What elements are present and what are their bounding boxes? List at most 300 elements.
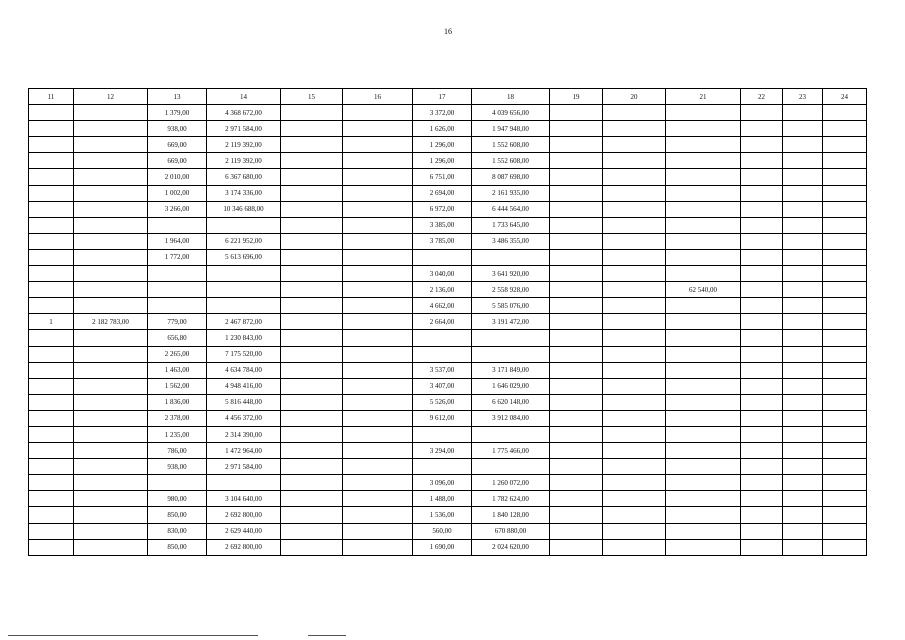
table-cell — [550, 362, 603, 378]
table-row — [29, 298, 867, 314]
table-cell — [783, 491, 823, 507]
table-cell: 938,00 — [148, 121, 207, 137]
table-cell — [413, 346, 472, 362]
table-cell: 3 266,00 — [148, 201, 207, 217]
table-cell — [550, 233, 603, 249]
table-cell — [343, 426, 413, 442]
table-cell: 2 467 872,00 — [207, 314, 281, 330]
table-cell — [550, 410, 603, 426]
table-cell: 779,00 — [148, 314, 207, 330]
table-cell — [29, 249, 74, 265]
table-cell: 2 558 928,00 — [472, 282, 550, 298]
table-cell — [29, 298, 74, 314]
table-cell — [741, 426, 783, 442]
table-cell — [783, 249, 823, 265]
table-cell — [550, 185, 603, 201]
table-cell — [603, 362, 666, 378]
table-cell — [741, 475, 783, 491]
table-row — [29, 282, 867, 298]
table-cell — [550, 266, 603, 282]
table-cell — [29, 330, 74, 346]
table-cell — [603, 523, 666, 539]
table-cell — [343, 233, 413, 249]
table-cell — [74, 298, 148, 314]
table-cell — [741, 539, 783, 555]
table-cell — [666, 217, 741, 233]
table-cell — [550, 523, 603, 539]
page-number: 16 — [444, 27, 452, 36]
table-row — [29, 266, 867, 282]
table-cell: 669,00 — [148, 137, 207, 153]
table-row — [29, 233, 867, 249]
table-cell — [603, 426, 666, 442]
table-cell — [74, 137, 148, 153]
table-cell — [666, 105, 741, 121]
table-cell — [472, 459, 550, 475]
table-cell — [550, 153, 603, 169]
table-cell — [823, 298, 867, 314]
table-cell: 2 119 392,00 — [207, 137, 281, 153]
table-cell — [281, 507, 343, 523]
table-cell — [550, 314, 603, 330]
table-cell — [550, 539, 603, 555]
table-cell — [823, 475, 867, 491]
table-cell — [29, 266, 74, 282]
table-cell — [666, 475, 741, 491]
table-cell — [29, 105, 74, 121]
table-cell: 2 024 620,00 — [472, 539, 550, 555]
table-cell — [74, 169, 148, 185]
table-cell — [74, 507, 148, 523]
table-cell — [783, 266, 823, 282]
table-cell — [823, 105, 867, 121]
table-cell: 2 971 584,00 — [207, 459, 281, 475]
header-cell: 13 — [148, 89, 207, 105]
table-cell: 2 664,00 — [413, 314, 472, 330]
table-cell — [603, 201, 666, 217]
table-cell: 7 175 520,00 — [207, 346, 281, 362]
table-cell — [74, 362, 148, 378]
table-cell — [207, 475, 281, 491]
table-cell — [603, 491, 666, 507]
table-cell: 4 368 672,00 — [207, 105, 281, 121]
table-cell — [74, 153, 148, 169]
table-cell — [783, 137, 823, 153]
table-cell — [823, 330, 867, 346]
table-cell — [343, 153, 413, 169]
table-cell — [666, 443, 741, 459]
table-row — [29, 539, 867, 555]
table-cell — [281, 314, 343, 330]
table-cell — [74, 330, 148, 346]
header-cell: 24 — [823, 89, 867, 105]
table-cell — [666, 233, 741, 249]
table-cell — [148, 266, 207, 282]
table-cell — [823, 507, 867, 523]
table-cell — [29, 169, 74, 185]
table-cell — [666, 378, 741, 394]
table-cell — [281, 105, 343, 121]
table-cell — [603, 507, 666, 523]
table-cell — [741, 217, 783, 233]
table-cell — [603, 298, 666, 314]
table-cell: 2 314 390,00 — [207, 426, 281, 442]
table-cell — [823, 121, 867, 137]
table-cell — [823, 459, 867, 475]
table-row — [29, 475, 867, 491]
table-cell: 2 010,00 — [148, 169, 207, 185]
table-cell — [29, 539, 74, 555]
table-cell — [550, 217, 603, 233]
table-cell — [343, 217, 413, 233]
table-cell: 2 182 783,00 — [74, 314, 148, 330]
table-cell — [343, 475, 413, 491]
table-cell: 3 191 472,00 — [472, 314, 550, 330]
table-cell: 938,00 — [148, 459, 207, 475]
table-cell: 1 463,00 — [148, 362, 207, 378]
table-cell — [741, 185, 783, 201]
table-cell: 1 772,00 — [148, 249, 207, 265]
table-cell: 560,00 — [413, 523, 472, 539]
table-cell — [666, 330, 741, 346]
table-row — [29, 314, 867, 330]
table-cell — [666, 121, 741, 137]
table-cell: 1 536,00 — [413, 507, 472, 523]
table-cell — [741, 443, 783, 459]
table-cell: 3 372,00 — [413, 105, 472, 121]
table-cell — [783, 121, 823, 137]
table-cell — [783, 346, 823, 362]
table-cell — [783, 233, 823, 249]
table-cell — [281, 523, 343, 539]
table-cell — [29, 507, 74, 523]
table-cell — [741, 105, 783, 121]
table-cell: 1 552 608,00 — [472, 137, 550, 153]
table-cell — [74, 394, 148, 410]
table-cell — [603, 459, 666, 475]
table-cell: 62 540,00 — [666, 282, 741, 298]
table-cell — [281, 233, 343, 249]
table-cell — [741, 266, 783, 282]
table-row — [29, 121, 867, 137]
header-cell: 14 — [207, 89, 281, 105]
table-cell — [823, 201, 867, 217]
table-cell — [148, 298, 207, 314]
table-cell — [550, 507, 603, 523]
table-cell: 1 733 645,00 — [472, 217, 550, 233]
table-cell — [74, 249, 148, 265]
table-cell — [74, 410, 148, 426]
table-cell — [823, 233, 867, 249]
header-cell: 20 — [603, 89, 666, 105]
table-cell — [343, 378, 413, 394]
table-row — [29, 394, 867, 410]
table-cell — [343, 169, 413, 185]
table-cell — [603, 394, 666, 410]
table-cell — [666, 298, 741, 314]
table-cell — [783, 362, 823, 378]
table-cell — [550, 346, 603, 362]
table-cell — [550, 282, 603, 298]
table-cell — [343, 362, 413, 378]
table-cell: 6 620 148,00 — [472, 394, 550, 410]
table-cell — [148, 282, 207, 298]
table-cell — [550, 475, 603, 491]
table-cell — [413, 459, 472, 475]
table-cell — [666, 153, 741, 169]
table-cell — [603, 169, 666, 185]
table-cell — [343, 266, 413, 282]
table-cell — [741, 459, 783, 475]
table-cell — [823, 491, 867, 507]
table-cell — [281, 121, 343, 137]
footer-rule-right — [308, 635, 346, 636]
table-cell — [666, 169, 741, 185]
table-cell: 4 662,00 — [413, 298, 472, 314]
table-cell: 2 119 392,00 — [207, 153, 281, 169]
table-cell — [148, 475, 207, 491]
table-cell — [29, 491, 74, 507]
table-cell — [343, 249, 413, 265]
table-cell — [343, 523, 413, 539]
table-cell — [666, 491, 741, 507]
table-cell — [603, 266, 666, 282]
table-cell — [603, 410, 666, 426]
table-cell — [550, 378, 603, 394]
table-cell — [603, 282, 666, 298]
table-cell: 9 612,00 — [413, 410, 472, 426]
table-row — [29, 443, 867, 459]
table-cell — [343, 394, 413, 410]
table-cell — [741, 153, 783, 169]
table-cell — [74, 201, 148, 217]
table-cell — [741, 121, 783, 137]
table-cell: 1 836,00 — [148, 394, 207, 410]
table-cell — [343, 137, 413, 153]
table-cell — [783, 153, 823, 169]
table-cell — [281, 426, 343, 442]
table-cell — [823, 217, 867, 233]
table-cell — [603, 314, 666, 330]
header-cell: 12 — [74, 89, 148, 105]
table-cell — [207, 217, 281, 233]
table-cell — [281, 443, 343, 459]
table-cell — [74, 426, 148, 442]
table-cell — [783, 507, 823, 523]
table-cell — [783, 426, 823, 442]
table-cell — [74, 346, 148, 362]
table-cell — [472, 330, 550, 346]
table-cell — [472, 249, 550, 265]
table-row — [29, 153, 867, 169]
table-cell — [550, 201, 603, 217]
table-cell — [29, 153, 74, 169]
table-cell — [823, 137, 867, 153]
table-cell — [413, 249, 472, 265]
table-cell — [74, 233, 148, 249]
table-row — [29, 346, 867, 362]
table-row — [29, 410, 867, 426]
table-cell — [666, 314, 741, 330]
table-cell — [281, 249, 343, 265]
table-cell — [472, 346, 550, 362]
table-row — [29, 426, 867, 442]
table-cell — [281, 491, 343, 507]
table-cell — [603, 539, 666, 555]
table-cell — [343, 443, 413, 459]
table-cell: 1 379,00 — [148, 105, 207, 121]
table-cell — [550, 169, 603, 185]
table-cell: 2 694,00 — [413, 185, 472, 201]
table-cell — [29, 217, 74, 233]
table-cell — [823, 314, 867, 330]
table-cell — [603, 153, 666, 169]
table-row — [29, 201, 867, 217]
table-cell — [74, 378, 148, 394]
table-cell: 2 378,00 — [148, 410, 207, 426]
table-cell: 850,00 — [148, 507, 207, 523]
table-cell — [741, 378, 783, 394]
table-row — [29, 330, 867, 346]
table-cell — [783, 169, 823, 185]
table-cell — [281, 410, 343, 426]
table-cell — [343, 105, 413, 121]
table-row — [29, 378, 867, 394]
table-cell — [666, 362, 741, 378]
table-cell — [550, 298, 603, 314]
table-cell: 6 972,00 — [413, 201, 472, 217]
table-cell — [823, 362, 867, 378]
table-cell — [29, 137, 74, 153]
table-cell — [783, 185, 823, 201]
table-cell — [472, 426, 550, 442]
table-cell — [603, 346, 666, 362]
header-cell: 23 — [783, 89, 823, 105]
header-cell: 16 — [343, 89, 413, 105]
table-cell: 3 486 355,00 — [472, 233, 550, 249]
table-cell: 2 629 440,00 — [207, 523, 281, 539]
table-cell — [823, 153, 867, 169]
table-cell — [741, 410, 783, 426]
table-cell — [29, 201, 74, 217]
table-cell — [823, 169, 867, 185]
table-cell — [281, 217, 343, 233]
table-cell — [74, 266, 148, 282]
table-cell — [741, 346, 783, 362]
table-row — [29, 507, 867, 523]
table-cell: 6 367 680,00 — [207, 169, 281, 185]
table-cell: 1 964,00 — [148, 233, 207, 249]
table-cell — [550, 121, 603, 137]
table-cell — [281, 539, 343, 555]
table-cell — [666, 426, 741, 442]
table-cell — [823, 346, 867, 362]
table-cell — [343, 121, 413, 137]
table-cell — [783, 282, 823, 298]
table-cell — [741, 169, 783, 185]
table-cell — [550, 249, 603, 265]
header-cell: 18 — [472, 89, 550, 105]
table-cell — [29, 459, 74, 475]
table-cell: 2 971 584,00 — [207, 121, 281, 137]
table-cell — [281, 298, 343, 314]
table-cell: 4 039 656,00 — [472, 105, 550, 121]
table-cell — [783, 523, 823, 539]
table-cell: 3 407,00 — [413, 378, 472, 394]
table-cell — [343, 282, 413, 298]
table-cell: 3 785,00 — [413, 233, 472, 249]
header-cell: 21 — [666, 89, 741, 105]
table-cell — [29, 282, 74, 298]
table-cell — [823, 539, 867, 555]
table-cell — [74, 217, 148, 233]
header-cell: 22 — [741, 89, 783, 105]
table-cell: 1 296,00 — [413, 153, 472, 169]
table-cell: 4 948 416,00 — [207, 378, 281, 394]
table-cell — [343, 507, 413, 523]
table-cell — [550, 426, 603, 442]
table-cell: 1 690,00 — [413, 539, 472, 555]
table-cell: 3 641 920,00 — [472, 266, 550, 282]
table-cell: 5 613 696,00 — [207, 249, 281, 265]
table-cell — [823, 523, 867, 539]
table-cell — [281, 330, 343, 346]
table-cell — [29, 121, 74, 137]
table-row — [29, 249, 867, 265]
table-cell: 5 526,00 — [413, 394, 472, 410]
table-cell: 2 692 800,00 — [207, 507, 281, 523]
table-cell — [281, 153, 343, 169]
table-row — [29, 169, 867, 185]
table-cell — [666, 201, 741, 217]
table-cell — [603, 185, 666, 201]
table-cell: 1 — [29, 314, 74, 330]
table-row — [29, 459, 867, 475]
table-cell: 3 171 849,00 — [472, 362, 550, 378]
table-cell: 2 265,00 — [148, 346, 207, 362]
table-cell — [29, 185, 74, 201]
table-cell — [741, 330, 783, 346]
table-cell — [281, 266, 343, 282]
table-cell: 1 947 948,00 — [472, 121, 550, 137]
table-cell: 4 634 784,00 — [207, 362, 281, 378]
table-cell: 3 537,00 — [413, 362, 472, 378]
table-cell: 5 816 448,00 — [207, 394, 281, 410]
table-cell — [281, 346, 343, 362]
footer-rule-left — [8, 635, 258, 636]
table-cell: 1 646 029,00 — [472, 378, 550, 394]
table-cell: 1 488,00 — [413, 491, 472, 507]
table-cell — [550, 105, 603, 121]
table-cell — [29, 523, 74, 539]
table-row — [29, 523, 867, 539]
table-cell — [281, 394, 343, 410]
table-cell — [281, 282, 343, 298]
table-cell — [666, 137, 741, 153]
table-cell: 1 260 072,00 — [472, 475, 550, 491]
table-cell — [741, 137, 783, 153]
table-cell: 656,80 — [148, 330, 207, 346]
table-cell — [281, 378, 343, 394]
table-cell — [783, 378, 823, 394]
header-cell: 15 — [281, 89, 343, 105]
table-cell — [343, 298, 413, 314]
table-cell — [29, 233, 74, 249]
table-cell — [603, 121, 666, 137]
table-cell — [207, 298, 281, 314]
table-cell: 6 221 952,00 — [207, 233, 281, 249]
table-cell: 3 174 336,00 — [207, 185, 281, 201]
